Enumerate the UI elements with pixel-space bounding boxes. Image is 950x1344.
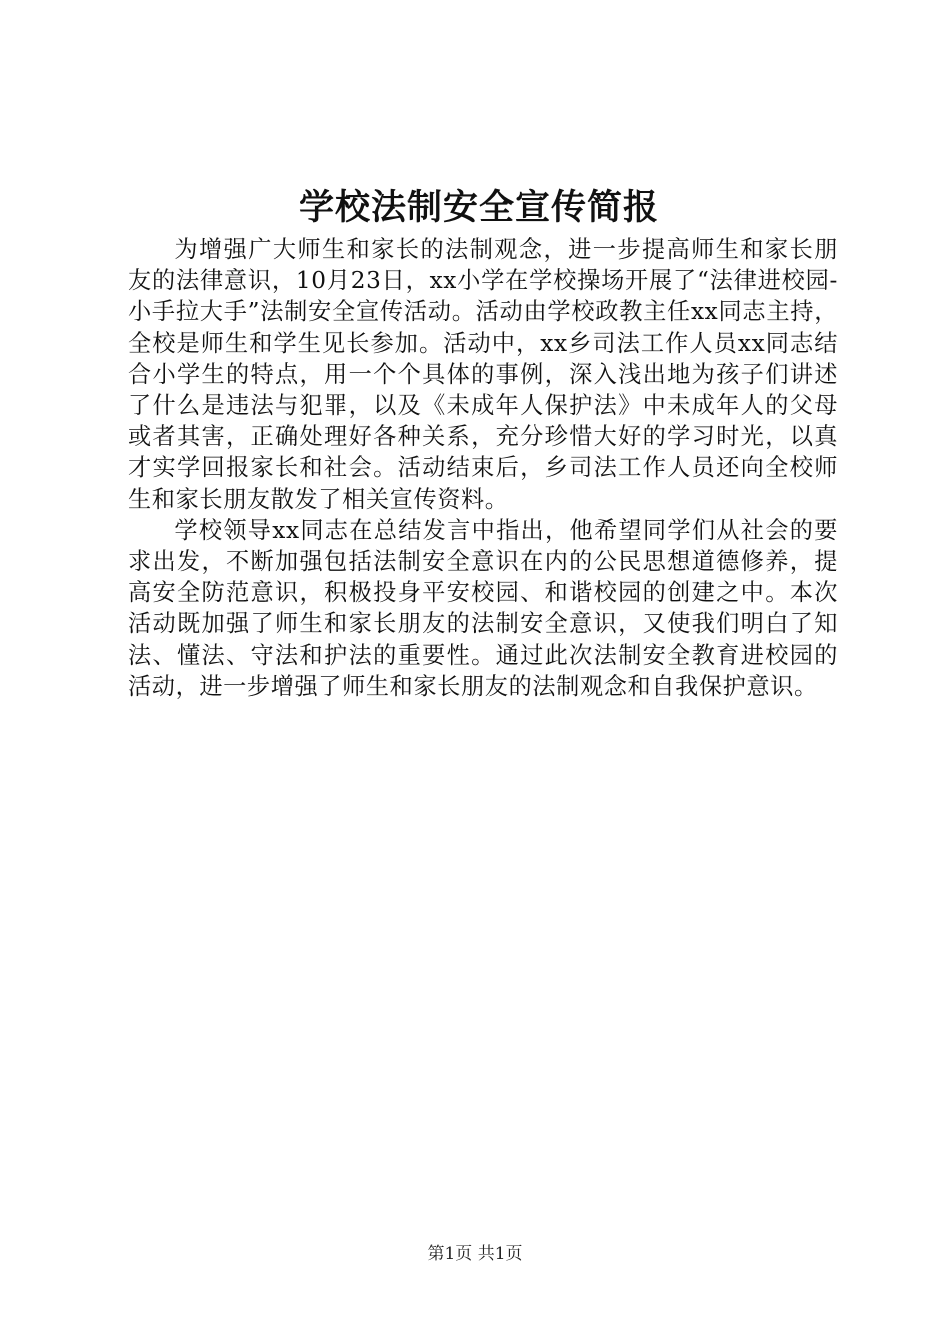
page-footer: 第1页 共1页 — [427, 1244, 523, 1264]
paragraph-2: 学校领导xx同志在总结发言中指出，他希望同学们从社会的要求出发，不断加强包括法制安全意识在内的公民思想道德修养，提高安全防范意识，积极投身平安校园、和谐校园的创建之中。本次活动既加强了师生和家长朋友的法制安全意识，又使我们明白了知法、懂法、守法和护法的重要性。通过此次法制安全教育进校园的活动，进一步增强了师生和家长朋友的法制观念和自我保护意识。 — [128, 516, 838, 700]
document-body — [128, 234, 838, 702]
document-title: 学校法制安全宣传简报 — [298, 188, 659, 228]
paragraph-1: 为增强广大师生和家长的法制观念，进一步提高师生和家长朋友的法律意识，10月23日，xx小学在学校操场开展了“法律进校园-小手拉大手”法制安全宣传活动。活动由学校政教主任xx同志主持，全校是师生和学生见长参加。活动中，xx乡司法工作人员xx同志结合小学生的特点，用一个个具体的事例，深入浅出地为孩子们讲述了什么是违法与犯罪，以及《未成年人保护法》中未成年人的父母或者其害，正确处理好各种关系，充分珍惜大好的学习时光，以真才实学回报家长和社会。活动结束后，乡司法工作人员还向全校师生和家长朋友散发了相关宣传资料。 — [128, 236, 838, 513]
